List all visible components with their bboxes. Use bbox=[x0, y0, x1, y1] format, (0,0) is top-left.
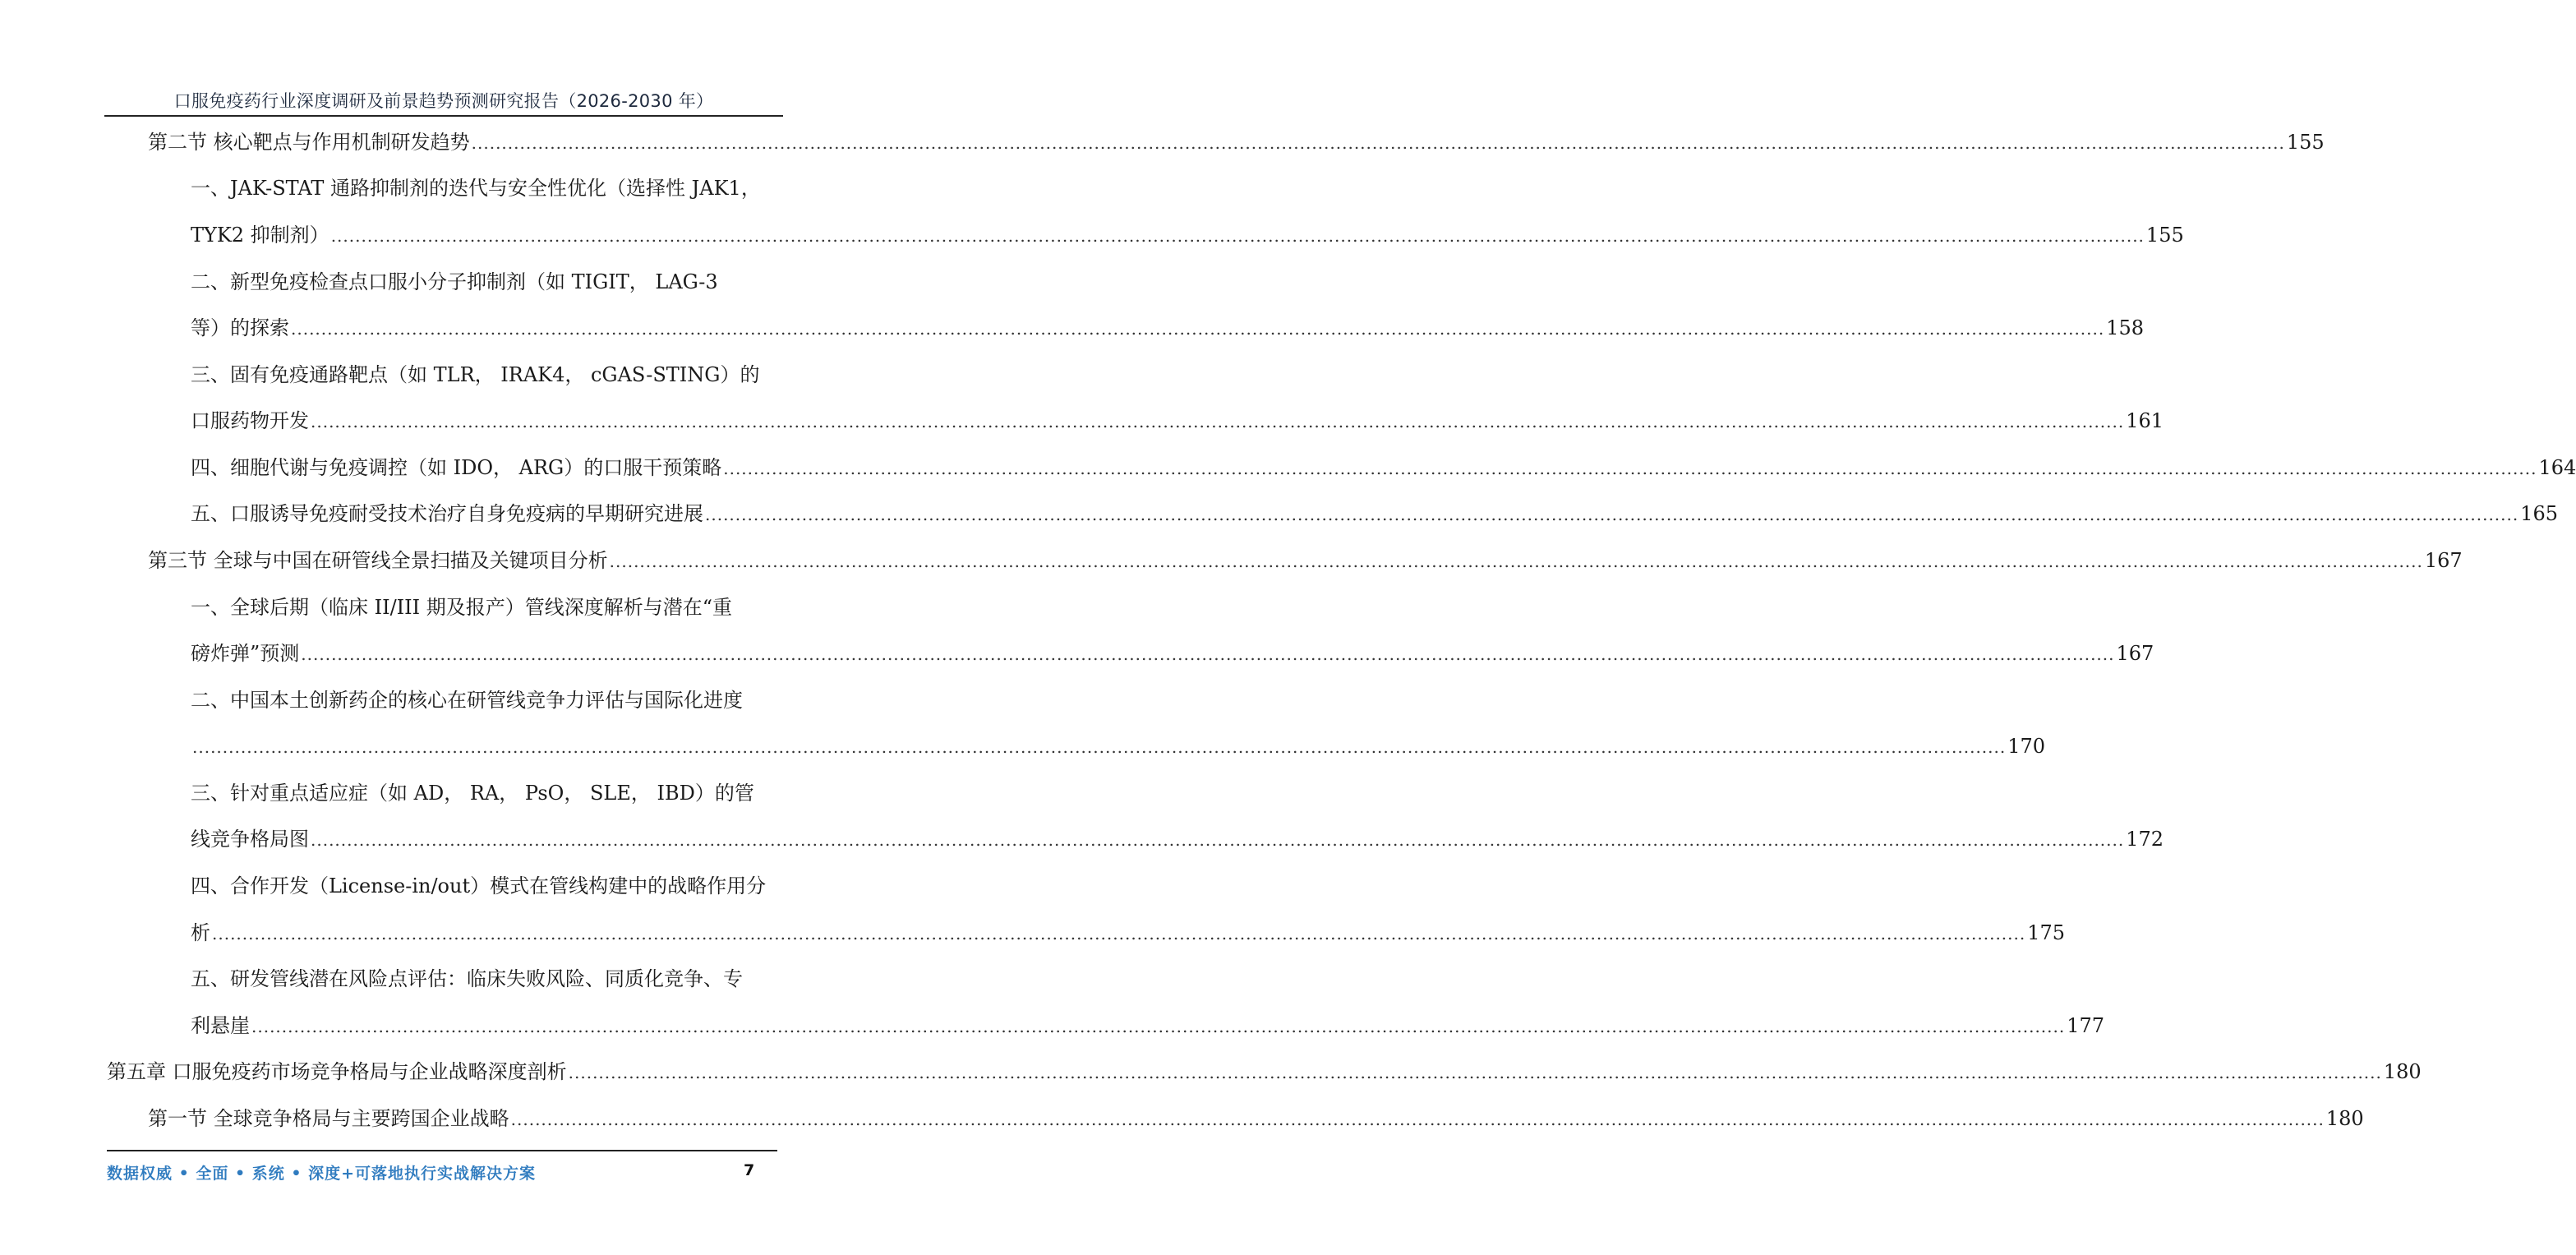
toc-entry[interactable] bbox=[191, 398, 2164, 444]
toc-entry-text: 析 bbox=[191, 921, 210, 944]
toc-page-number: 161 bbox=[2126, 409, 2164, 432]
toc-entry[interactable] bbox=[191, 677, 782, 723]
toc-entry[interactable] bbox=[191, 445, 2576, 491]
toc-entry[interactable] bbox=[191, 816, 2164, 862]
toc-page-number: 167 bbox=[2116, 642, 2154, 665]
toc-entry-text: 二、新型免疫检查点口服小分子抑制剂（如 TIGIT， LAG-3 bbox=[191, 270, 718, 293]
toc-entry-text: 第五章 口服免疫药市场竞争格局与企业战略深度剖析 bbox=[107, 1060, 567, 1083]
toc-page-number: 167 bbox=[2424, 549, 2463, 572]
toc-entry[interactable] bbox=[148, 538, 2463, 584]
dot-leader: ............................................................................................................................................................................................................................................................................................................ bbox=[609, 551, 2423, 571]
toc-entry-text: 四、合作开发（License-in/out）模式在管线构建中的战略作用分 bbox=[191, 874, 767, 897]
toc-entry[interactable] bbox=[191, 910, 2066, 956]
toc-page-number: 180 bbox=[2325, 1107, 2364, 1130]
toc-entry[interactable] bbox=[191, 863, 782, 909]
dot-leader: ............................................................................................................................................................................................................................................................................................................ bbox=[723, 459, 2537, 478]
toc-page-number: 158 bbox=[2106, 316, 2145, 339]
toc-entry[interactable] bbox=[191, 352, 782, 398]
dot-leader: ............................................................................................................................................................................................................................................................................................................ bbox=[471, 133, 2285, 153]
toc-page-number: 172 bbox=[2126, 828, 2164, 851]
toc-entry-text: 四、细胞代谢与免疫调控（如 IDO， ARG）的口服干预策略 bbox=[191, 456, 722, 479]
toc-entry[interactable] bbox=[191, 491, 2559, 537]
dot-leader: ............................................................................................................................................................................................................................................................................................................ bbox=[301, 644, 2115, 664]
footer-divider bbox=[107, 1150, 777, 1151]
report-title: 口服免疫药行业深度调研及前景趋势预测研究报告（2026-2030 年） bbox=[173, 91, 714, 111]
toc-entry-text: 第一节 全球竞争格局与主要跨国企业战略 bbox=[148, 1107, 509, 1130]
toc-entry[interactable] bbox=[191, 584, 782, 630]
toc-entry[interactable] bbox=[191, 165, 782, 211]
toc-entry[interactable] bbox=[148, 1096, 2364, 1142]
toc-entry[interactable] bbox=[191, 259, 782, 305]
toc-entry[interactable] bbox=[107, 1049, 2422, 1095]
toc-entry-text: TYK2 抑制剂） bbox=[191, 224, 329, 247]
toc-entry[interactable] bbox=[148, 119, 2325, 165]
toc-page-number: 170 bbox=[2007, 735, 2046, 758]
dot-leader: ............................................................................................................................................................................................................................................................................................................ bbox=[510, 1110, 2325, 1129]
toc-page-number: 165 bbox=[2520, 502, 2559, 525]
toc-entry[interactable] bbox=[191, 305, 2145, 351]
toc-page-number: 155 bbox=[2145, 224, 2184, 247]
header-divider bbox=[104, 115, 783, 117]
toc-entry[interactable] bbox=[191, 723, 2046, 769]
toc-entry-text: 五、研发管线潜在风险点评估：临床失败风险、同质化竞争、专 bbox=[191, 967, 743, 990]
dot-leader: ............................................................................................................................................................................................................................................................................................................ bbox=[212, 924, 2026, 944]
dot-leader: ............................................................................................................................................................................................................................................................................................................ bbox=[311, 830, 2125, 850]
toc-entry-text: 磅炸弹”预测 bbox=[191, 642, 300, 665]
toc-page-number: 164 bbox=[2538, 456, 2576, 479]
dot-leader: ............................................................................................................................................................................................................................................................................................................ bbox=[705, 505, 2519, 524]
toc-entry-text: 二、中国本土创新药企的核心在研管线竞争力评估与国际化进度 bbox=[191, 689, 743, 712]
toc-entry[interactable] bbox=[191, 770, 782, 816]
toc-page-number: 177 bbox=[2067, 1014, 2105, 1037]
toc-entry[interactable] bbox=[191, 212, 2184, 258]
toc-entry-text: 等）的探索 bbox=[191, 316, 289, 339]
toc-entry-text: 一、全球后期（临床 II/III 期及报产）管线深度解析与潜在“重 bbox=[191, 596, 733, 619]
footer-slogan: 数据权威 • 全面 • 系统 • 深度+可落地执行实战解决方案 bbox=[107, 1165, 537, 1183]
toc-entry-text: 利悬崖 bbox=[191, 1014, 250, 1037]
dot-leader: ............................................................................................................................................................................................................................................................................................................ bbox=[568, 1063, 2382, 1082]
dot-leader: ............................................................................................................................................................................................................................................................................................................ bbox=[291, 319, 2105, 339]
toc-page-number: 175 bbox=[2027, 921, 2066, 944]
toc-entry[interactable] bbox=[191, 1003, 2105, 1049]
page-number: 7 bbox=[744, 1161, 755, 1179]
toc-entry-text: 第三节 全球与中国在研管线全景扫描及关键项目分析 bbox=[148, 549, 608, 572]
toc-entry-text: 五、口服诱导免疫耐受技术治疗自身免疫病的早期研究进展 bbox=[191, 502, 703, 525]
dot-leader: ............................................................................................................................................................................................................................................................................................................ bbox=[192, 737, 2007, 757]
toc-entry[interactable] bbox=[191, 956, 782, 1002]
toc-entry[interactable] bbox=[191, 630, 2154, 676]
toc-page-number: 180 bbox=[2383, 1060, 2422, 1083]
toc-entry-text: 三、固有免疫通路靶点（如 TLR， IRAK4， cGAS-STING）的 bbox=[191, 363, 760, 386]
dot-leader: ............................................................................................................................................................................................................................................................................................................ bbox=[251, 1017, 2066, 1036]
dot-leader: ............................................................................................................................................................................................................................................................................................................ bbox=[311, 412, 2125, 431]
toc-page-number: 155 bbox=[2286, 131, 2325, 154]
toc-entry-text: 三、针对重点适应症（如 AD， RA， PsO， SLE， IBD）的管 bbox=[191, 782, 754, 805]
dot-leader: ............................................................................................................................................................................................................................................................................................................ bbox=[330, 226, 2145, 246]
toc-entry-text: 线竞争格局图 bbox=[191, 828, 309, 851]
toc-entry-text: 第二节 核心靶点与作用机制研发趋势 bbox=[148, 131, 470, 154]
toc-entry-text: 口服药物开发 bbox=[191, 409, 309, 432]
toc-entry-text: 一、JAK-STAT 通路抑制剂的迭代与安全性优化（选择性 JAK1， bbox=[191, 177, 761, 200]
